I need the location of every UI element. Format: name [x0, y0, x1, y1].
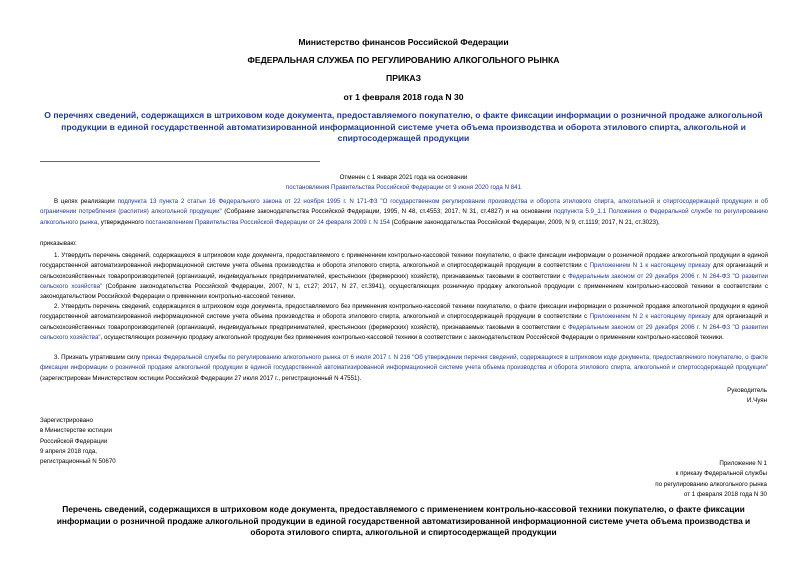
registration-line: регистрационный N 50670 [40, 458, 116, 466]
item-text: 2. Утвердить перечень сведений, содержащихся в штриховом коде документа, предоставляемого без применения контрольно-кассовой техники покупателю, о факте фиксации информации о розничной продаже алкогольной продукции в единой государственной автоматизированной информационной системе учета объема производства и оборота этилового спирта, алкогольной и спиртосодержащей продукции в соответствии с [40, 303, 768, 321]
signatory-name: И.Чуян [746, 397, 767, 404]
item-text: 3. Признать утратившим силу [54, 354, 142, 361]
preamble-text: В целях реализации [54, 198, 118, 205]
revoked-order-link[interactable]: приказ Федеральной службы по регулированию алкогольного рынка от 6 июля 2017 г. N 216 "Об утверждении перечня сведений, содержащихся в штриховом коде документа, предоставляемого покупателю, о факте фиксации информации о розничной продаже алкогольной продукции в единой государственной автоматизированной информационной системе учета объема производства и оборота этилового спирта, алкогольной и спиртосодержащей продукции" [40, 354, 768, 372]
revoked-note: Отменен с 1 января 2021 года на основании [339, 174, 468, 181]
appendix-line: от 1 февраля 2018 года N 30 [683, 490, 767, 498]
revoked-note-line2 [0, 183, 807, 193]
regulation-link[interactable]: подпункта 5.9_1.1 Положения о Федеральной службе по регулированию алкогольного рынка [40, 208, 768, 226]
registration-line: в Министерстве юстиции [40, 427, 113, 435]
document-type: ПРИКАЗ [386, 73, 421, 83]
appendix-1-link[interactable]: Приложением N 1 к настоящему приказу [589, 262, 711, 270]
item-text: , осуществляющих розничную продажу алкогольной продукции без применения контрольно-кассовой техники в соответствии с законодательством Российской Федерации о применении контрольно-кассовой техники. [100, 333, 724, 341]
federal-law-link[interactable]: подпункта 13 пункта 2 статьи 16 Федерального закона от 22 ноября 1995 г. N 171-ФЗ "О государственном регулировании производства и оборота этилового спирта, алкогольной и спиртосодержащей продукции и об ограничении потребления (распития) алкогольной продукции" [40, 198, 768, 216]
title-divider [40, 161, 320, 162]
item-text: 1. Утвердить перечень сведений, содержащихся в штриховом коде документа, предоставляемого с применением контрольно-кассовой техники покупателю, о факте фиксации информации о розничной продаже алкогольной продукции в единой государственной автоматизированной информационной системе учета объема производства и оборота этилового спирта, алкогольной и спиртосодержащей продукции в соответствии с [40, 252, 768, 270]
order-item-2 [40, 302, 768, 343]
document-title [40, 110, 767, 145]
signatory-role: Руководитель [727, 387, 767, 394]
registration-line: 9 апреля 2018 года, [40, 447, 97, 455]
registration-line: Зарегистрировано [40, 417, 93, 424]
preamble-text: , утвержденного [97, 218, 146, 226]
item-text: для организаций и сельскохозяйственных товаропроизводителей (организаций, индивидуальных предпринимателей, крестьянских (фермерских) хозяйств), признаваемых таковыми в соответствии с [40, 313, 768, 331]
appendix-header [655, 459, 767, 500]
agriculture-law-link[interactable]: Федеральным законом от 29 декабря 2006 г. N 264-ФЗ "О развитии сельского хозяйства" [40, 272, 768, 290]
preamble-paragraph [40, 197, 768, 228]
title-text: перечнях сведений, содержащихся в штриховом коде документа, предоставляемого покупателю, о факте фиксации информации о розничной продаже алкогольной продукции в единой государственной автоматизированной информационной системе учета объема производства и оборота этилового спирта, алкогольной и спиртосодержащей продукции [53, 110, 763, 143]
appendix-line: к приказу Федеральной службы [675, 470, 767, 478]
appendix-title: Перечень сведений, содержащихся в штриховом коде документа, предоставляемого с применением контрольно-кассовой техники покупателю, о факте фиксации информации о розничной продаже алкогольной продукции в единой государственной автоматизированной информационной системе учета объема производства и оборота этилового спирта, алкогольной и спиртосодержащей продукции [56, 504, 751, 538]
ministry-name: Министерство финансов Российской Федерации [298, 37, 509, 47]
item-text: (зарегистрирован Министерством юстиции Российской Федерации 27 июля 2017 г., регистрационный N 47551). [40, 374, 362, 382]
preamble-text: (Собрание законодательства Российской Федерации, 1995, N 48, ст.4553; 2017, N 31, ст.4827) и на основании [221, 208, 554, 216]
appendix-line: по регулированию алкогольного рынка [655, 480, 767, 488]
appendix-line: Приложение N 1 [719, 460, 767, 467]
order-item-1 [40, 251, 768, 302]
document-date-number: от 1 февраля 2018 года N 30 [343, 92, 464, 102]
revoked-decree-link[interactable]: постановления Правительства Российской Федерации от 9 июня 2020 года N 841 [285, 184, 522, 191]
item-text: (Собрание законодательства Российской Федерации, 2007, N 1, ст.27; 2017, N 27, ст.3941), осуществляющих розничную продажу алкогольной продукции с применением контрольно-кассовой техники в соответствии с законодательством Российской Федерации о применении контрольно-кассовой техники. [40, 282, 769, 301]
order-word: приказываю: [40, 240, 77, 247]
service-name: ФЕДЕРАЛЬНАЯ СЛУЖБА ПО РЕГУЛИРОВАНИЮ АЛКОГОЛЬНОГО РЫНКА [247, 55, 560, 65]
order-item-3 [40, 353, 768, 384]
agriculture-law-link[interactable]: Федеральным законом от 29 декабря 2006 г. N 264-ФЗ "О развитии сельского хозяйства" [40, 323, 768, 341]
government-decree-link[interactable]: постановлением Правительства Российской Федерации от 24 февраля 2009 г. N 154 [145, 218, 390, 226]
appendix-2-link[interactable]: Приложением N 2 к настоящему приказу [589, 313, 711, 321]
item-text: для организаций и сельскохозяйственных товаропроизводителей (организаций, индивидуальных предпринимателей, крестьянских (фермерских) хозяйств), признаваемых таковыми в соответствии с [40, 262, 768, 280]
registration-block [40, 416, 116, 467]
title-prefix: О [44, 110, 54, 120]
registration-line: Российской Федерации [40, 437, 108, 445]
preamble-text: (Собрание законодательства Российской Федерации, 2009, N 9, ст.1119; 2017, N 21, ст.3023), [389, 218, 660, 226]
